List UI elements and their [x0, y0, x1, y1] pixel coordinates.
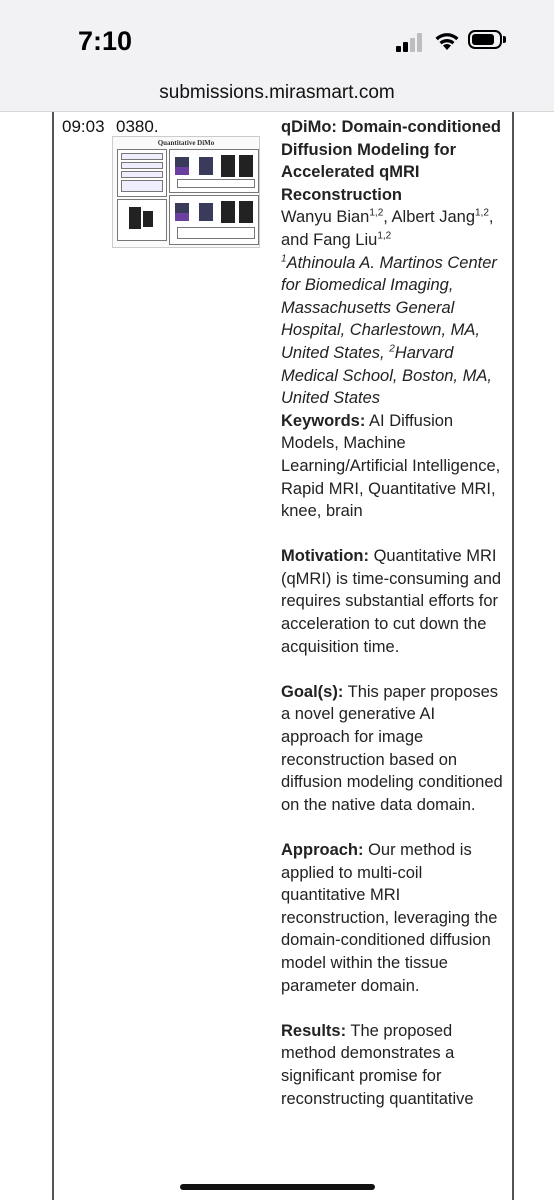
figure-equation-line: [121, 162, 163, 169]
figure-image-knee: [129, 207, 141, 229]
figure-block: [175, 203, 189, 213]
table-border-right: [512, 112, 514, 1200]
abstract-text: [281, 116, 507, 1110]
keywords-label: Keywords:: [281, 411, 366, 430]
motivation: [281, 545, 507, 658]
motivation-label: Motivation:: [281, 547, 369, 566]
figure-equation-line: [121, 180, 163, 192]
goals-label: Goal(s):: [281, 682, 344, 701]
author-affiliation-sup: 1,2: [475, 207, 489, 219]
cellular-signal-icon: [396, 32, 426, 52]
figure-block: [175, 213, 189, 221]
session-time: 09:03: [62, 117, 105, 136]
affiliation-sup: 1: [281, 253, 287, 265]
author-list: [281, 206, 507, 251]
keywords: [281, 410, 507, 523]
approach-label: Approach:: [281, 841, 364, 859]
figure-block: [175, 157, 189, 167]
figure-block: [239, 201, 253, 223]
url-text[interactable]: submissions.mirasmart.com: [159, 82, 395, 103]
approach-text: Our method is applied to multi-coil quantitative MRI reconstruction, leveraging the domain-conditioned diffusion model within the tissue parameter domain.: [281, 841, 498, 995]
table-border-left: [52, 112, 54, 1200]
figure-equation-line: [121, 171, 163, 178]
status-time: 7:10: [78, 26, 133, 56]
affiliation-text: Athinoula A. Martinos Center for Biomedical Imaging, Massachusetts General Hospital, Charlestown, MA, United States,: [281, 253, 497, 362]
page-content: [0, 112, 554, 1200]
goals: [281, 681, 507, 817]
figure-equation-bar: [177, 179, 255, 188]
results-label: Results:: [281, 1021, 347, 1040]
results: [281, 1020, 507, 1110]
battery-icon: [468, 30, 502, 49]
figure-block: [221, 155, 235, 177]
affiliation-sup: 2: [389, 343, 395, 355]
wifi-icon: [434, 30, 460, 52]
affiliation-text: Harvard Medical School, Boston, MA, United States: [281, 343, 492, 408]
browser-url-bar[interactable]: [0, 72, 554, 112]
figure-panel-data: [117, 199, 167, 241]
author-name: , and Fang Liu: [281, 208, 494, 249]
goals-text: This paper proposes a novel generative AI approach for image reconstruction based on diffusion modeling conditioned on the native data domain.: [281, 682, 503, 814]
author-name: Wanyu Bian: [281, 208, 370, 227]
author-affiliation-sup: 1,2: [377, 230, 392, 242]
affiliations: [281, 252, 507, 410]
figure-block: [199, 203, 213, 221]
author-name: , Albert Jang: [383, 208, 475, 227]
home-indicator[interactable]: [180, 1184, 375, 1190]
figure-block: [199, 157, 213, 175]
author-affiliation-sup: 1,2: [369, 207, 384, 219]
battery-tip: [503, 36, 506, 43]
figure-equation-bar: [177, 227, 255, 239]
figure-image-brain: [143, 211, 153, 227]
thumbnail-title: Quantitative DiMo: [157, 139, 215, 147]
figure-block: [221, 201, 235, 223]
figure-block: [239, 155, 253, 177]
motivation-text: Quantitative MRI (qMRI) is time-consuming and requires substantial efforts for acceleration to cut down the acquisition time.: [281, 547, 502, 656]
abstract-title[interactable]: qDiMo: Domain-conditioned Diffusion Modeling for Accelerated qMRI Reconstruction: [281, 118, 501, 204]
status-bar: [0, 0, 554, 72]
keywords-text: AI Diffusion Models, Machine Learning/Artificial Intelligence, Rapid MRI, Quantitative MRI, knee, brain: [281, 411, 501, 521]
figure-equation-line: [121, 153, 163, 160]
abstract-figure-thumbnail[interactable]: [112, 136, 260, 248]
results-text: The proposed method demonstrates a significant promise for reconstructing quantitative: [281, 1021, 474, 1108]
abstract-number: 0380.: [116, 117, 159, 136]
figure-block: [175, 167, 189, 175]
approach: [281, 839, 507, 997]
